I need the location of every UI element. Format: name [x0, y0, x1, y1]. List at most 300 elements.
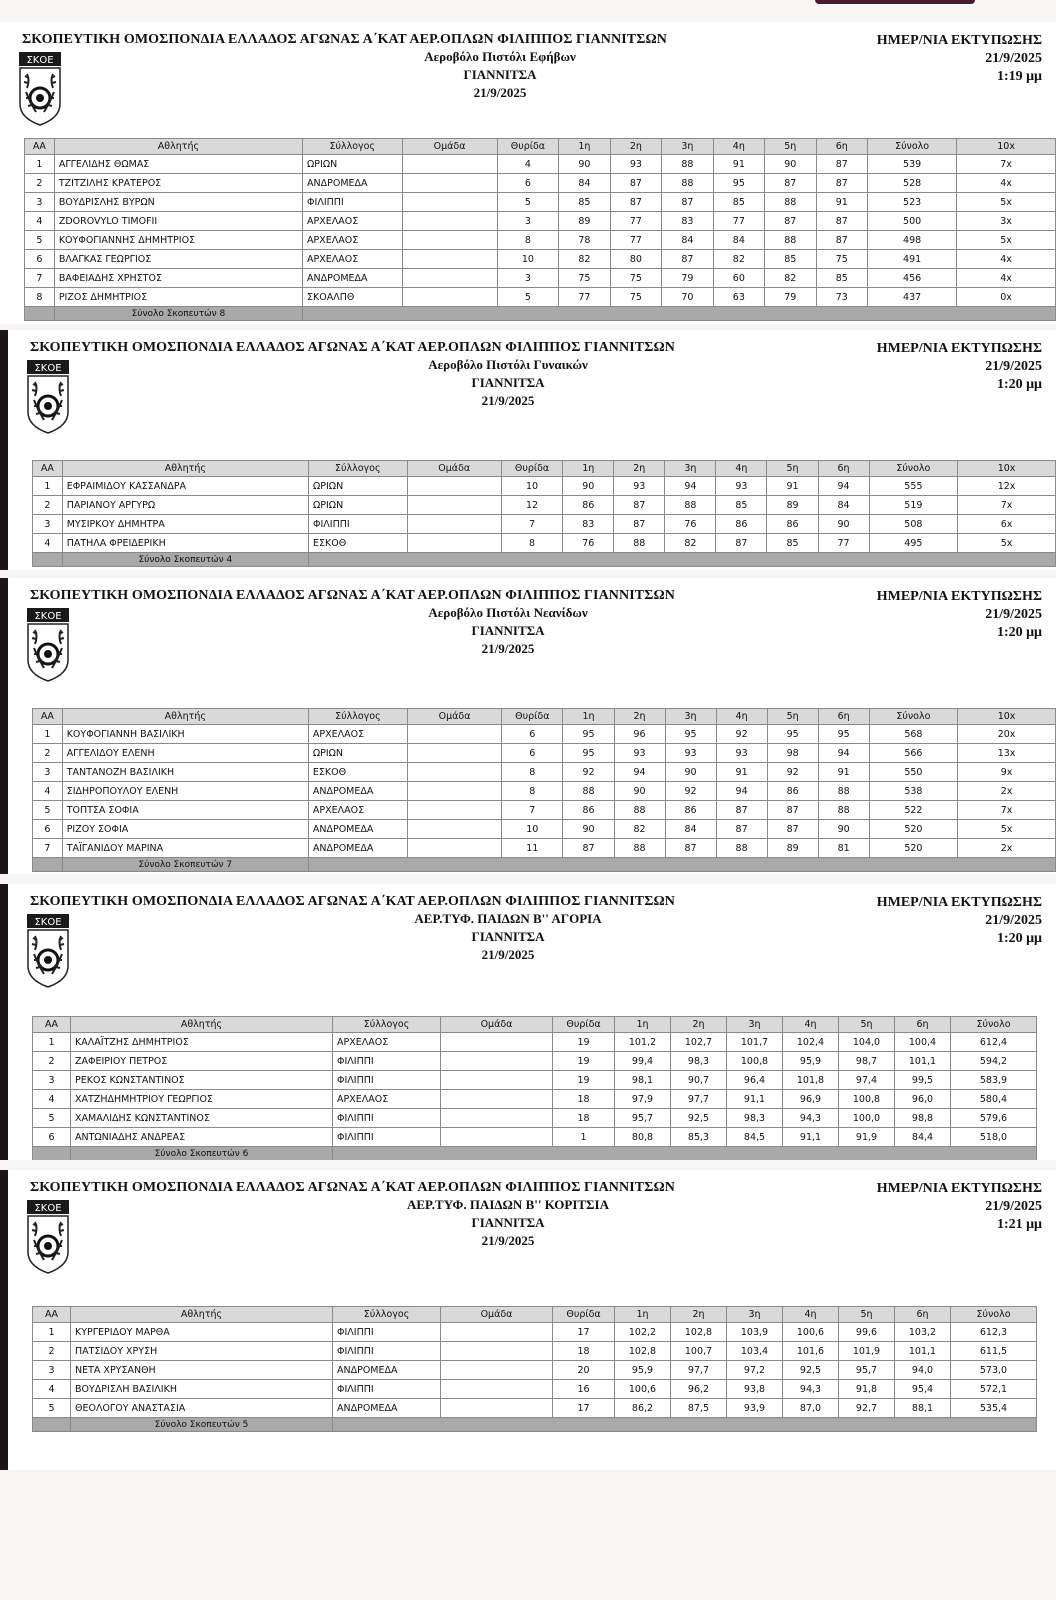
series-1-cell: 80,8: [615, 1128, 671, 1147]
event-name: Αεροβόλο Πιστόλι Εφήβων: [424, 49, 576, 64]
series-5-cell: 89: [767, 496, 818, 515]
team-cell: [441, 1323, 553, 1342]
series-5-cell: 88: [765, 231, 816, 250]
athlete-name-cell: ΜΥΣΙΡΚΟΥ ΔΗΜΗΤΡΑ: [62, 515, 308, 534]
athlete-name-cell: ΡΙΖΟΣ ΔΗΜΗΤΡΙΟΣ: [54, 288, 302, 307]
athlete-name-cell: ΒΟΥΔΡΙΣΛΗΣ ΒΥΡΩΝ: [54, 193, 302, 212]
lane-cell: 8: [497, 231, 559, 250]
column-header: 4η: [713, 139, 764, 155]
series-2-cell: 75: [610, 288, 661, 307]
inner-tens-cell: 5x: [958, 534, 1056, 553]
series-5-cell: 98,7: [839, 1052, 895, 1071]
table-row: [33, 1109, 1037, 1128]
club-cell: ΩΡΙΩΝ: [309, 477, 408, 496]
column-header: 6η: [895, 1307, 951, 1323]
series-4-cell: 82: [713, 250, 764, 269]
column-header: 2η: [671, 1307, 727, 1323]
club-cell: ΑΡΧΕΛΑΟΣ: [303, 212, 402, 231]
athlete-name-cell: ΑΓΓΕΛΙΔΟΥ ΕΛΕΝΗ: [62, 744, 308, 763]
rank-cell: 2: [33, 496, 63, 515]
rank-cell: 4: [33, 534, 63, 553]
team-cell: [441, 1128, 553, 1147]
column-header: Θυρίδα: [502, 709, 563, 725]
series-5-cell: 86: [767, 782, 818, 801]
column-header: Σύνολο: [869, 709, 957, 725]
print-info: [877, 894, 1042, 948]
series-1-cell: 86,2: [615, 1399, 671, 1418]
column-header: Αθλητής: [62, 709, 308, 725]
event-date: 21/9/2025: [481, 1233, 535, 1248]
lane-cell: 8: [501, 534, 562, 553]
svg-text:ΣΚΟΕ: ΣΚΟΕ: [34, 917, 62, 928]
series-4-cell: 84: [713, 231, 764, 250]
column-header: 1η: [615, 1017, 671, 1033]
series-2-cell: 88: [614, 801, 665, 820]
footer-fill: [303, 307, 1056, 321]
total-cell: 539: [868, 155, 957, 174]
series-4-cell: 96,9: [783, 1090, 839, 1109]
total-cell: 611,5: [951, 1342, 1037, 1361]
series-3-cell: 96,4: [727, 1071, 783, 1090]
result-sheet: [0, 884, 1056, 1160]
table-row: [33, 1090, 1037, 1109]
event-name: Αεροβόλο Πιστόλι Νεανίδων: [428, 605, 588, 620]
total-cell: 520: [869, 820, 957, 839]
column-header: 2η: [610, 139, 661, 155]
series-2-cell: 90,7: [671, 1071, 727, 1090]
print-info: [877, 588, 1042, 642]
series-4-cell: 100,6: [783, 1323, 839, 1342]
series-6-cell: 88: [818, 782, 869, 801]
total-cell: 498: [868, 231, 957, 250]
column-header: 10x: [958, 461, 1056, 477]
club-cell: ΦΙΛΙΠΠΙ: [333, 1128, 441, 1147]
series-4-cell: 85: [716, 496, 767, 515]
column-header: 3η: [665, 461, 716, 477]
team-cell: [402, 212, 497, 231]
print-date: 21/9/2025: [985, 359, 1042, 374]
lane-cell: 17: [553, 1399, 615, 1418]
inner-tens-cell: 3x: [957, 212, 1056, 231]
shooters-total-label: Σύνολο Σκοπευτών 6: [71, 1147, 333, 1161]
table-row: [33, 763, 1056, 782]
athlete-name-cell: ΑΝΤΩΝΙΑΔΗΣ ΑΝΔΡΕΑΣ: [71, 1128, 333, 1147]
athlete-name-cell: ΒΑΦΕΙΑΔΗΣ ΧΡΗΣΤΟΣ: [54, 269, 302, 288]
print-label: ΗΜΕΡ/ΝΙΑ ΕΚΤΥΠΩΣΗΣ: [876, 341, 1042, 356]
series-1-cell: 97,9: [615, 1090, 671, 1109]
rank-cell: 3: [25, 193, 55, 212]
club-cell: ΑΝΔΡΟΜΕΔΑ: [333, 1399, 441, 1418]
inner-tens-cell: 13x: [958, 744, 1056, 763]
column-header: 5η: [839, 1017, 895, 1033]
series-3-cell: 87: [662, 250, 713, 269]
series-4-cell: 95: [713, 174, 764, 193]
lane-cell: 19: [553, 1071, 615, 1090]
club-cell: ΑΡΧΕΛΑΟΣ: [303, 250, 402, 269]
series-3-cell: 84: [665, 820, 716, 839]
series-5-cell: 97,4: [839, 1071, 895, 1090]
series-2-cell: 87: [610, 174, 661, 193]
series-1-cell: 89: [559, 212, 610, 231]
total-cell: 594,2: [951, 1052, 1037, 1071]
total-cell: 612,4: [951, 1033, 1037, 1052]
series-5-cell: 85: [765, 250, 816, 269]
inner-tens-cell: 20x: [958, 725, 1056, 744]
series-1-cell: 98,1: [615, 1071, 671, 1090]
series-6-cell: 94,0: [895, 1361, 951, 1380]
club-cell: ΕΣΚΟΘ: [309, 534, 408, 553]
team-cell: [407, 782, 501, 801]
column-header: Θυρίδα: [553, 1017, 615, 1033]
series-6-cell: 77: [818, 534, 869, 553]
team-cell: [441, 1342, 553, 1361]
series-4-cell: 87: [716, 801, 767, 820]
series-3-cell: 82: [665, 534, 716, 553]
series-4-cell: 91,1: [783, 1128, 839, 1147]
shooters-total-row: [33, 1147, 1037, 1161]
series-6-cell: 85: [816, 269, 867, 288]
total-cell: 456: [868, 269, 957, 288]
series-3-cell: 88: [665, 496, 716, 515]
column-header: 1η: [563, 709, 614, 725]
series-6-cell: 90: [818, 820, 869, 839]
series-6-cell: 96,0: [895, 1090, 951, 1109]
inner-tens-cell: 2x: [958, 782, 1056, 801]
team-cell: [441, 1090, 553, 1109]
column-header: Σύνολο: [951, 1017, 1037, 1033]
footer-spacer: [33, 553, 63, 567]
club-cell: ΩΡΙΩΝ: [308, 744, 407, 763]
lane-cell: 6: [502, 725, 563, 744]
inner-tens-cell: 4x: [957, 269, 1056, 288]
club-cell: ΑΝΔΡΟΜΕΔΑ: [303, 269, 402, 288]
athlete-name-cell: ZDOROVYLO TIMOFII: [54, 212, 302, 231]
lane-cell: 6: [497, 174, 559, 193]
column-header: 6η: [818, 461, 869, 477]
lane-cell: 5: [497, 288, 559, 307]
series-3-cell: 93,9: [727, 1399, 783, 1418]
table-row: [25, 288, 1056, 307]
column-header: 5η: [839, 1307, 895, 1323]
athlete-name-cell: ΠΑΤΗΛΑ ΦΡΕΙΔΕΡΙΚΗ: [62, 534, 308, 553]
series-1-cell: 78: [559, 231, 610, 250]
series-1-cell: 92: [563, 763, 614, 782]
column-header: ΑΑ: [33, 461, 63, 477]
results-table: [32, 460, 1056, 567]
series-6-cell: 94: [818, 744, 869, 763]
series-6-cell: 91: [818, 763, 869, 782]
series-4-cell: 87,0: [783, 1399, 839, 1418]
inner-tens-cell: 9x: [958, 763, 1056, 782]
footer-fill: [308, 858, 1055, 872]
series-3-cell: 100,8: [727, 1052, 783, 1071]
results-table: [32, 1016, 1037, 1160]
inner-tens-cell: 5x: [958, 820, 1056, 839]
series-4-cell: 102,4: [783, 1033, 839, 1052]
series-5-cell: 87: [765, 174, 816, 193]
series-2-cell: 82: [614, 820, 665, 839]
footer-spacer: [33, 1147, 71, 1161]
club-cell: ΦΙΛΙΠΠΙ: [333, 1380, 441, 1399]
total-cell: 528: [868, 174, 957, 193]
athlete-name-cell: ΣΙΔΗΡΟΠΟΥΛΟΥ ΕΛΕΝΗ: [62, 782, 308, 801]
series-1-cell: 101,2: [615, 1033, 671, 1052]
lane-cell: 20: [553, 1361, 615, 1380]
print-date: 21/9/2025: [985, 913, 1042, 928]
athlete-name-cell: ΧΑΜΑΛΙΔΗΣ ΚΩΝΣΤΑΝΤΙΝΟΣ: [71, 1109, 333, 1128]
team-cell: [441, 1033, 553, 1052]
column-header: Σύλλογος: [333, 1017, 441, 1033]
series-5-cell: 90: [765, 155, 816, 174]
column-header: Αθλητής: [71, 1307, 333, 1323]
club-cell: ΩΡΙΩΝ: [303, 155, 402, 174]
lane-cell: 4: [497, 155, 559, 174]
athlete-name-cell: ΠΑΡΙΑΝΟΥ ΑΡΓΥΡΩ: [62, 496, 308, 515]
column-header: Θυρίδα: [497, 139, 559, 155]
series-4-cell: 88: [716, 839, 767, 858]
lane-cell: 10: [497, 250, 559, 269]
total-cell: 580,4: [951, 1090, 1037, 1109]
total-cell: 495: [869, 534, 958, 553]
series-2-cell: 96: [614, 725, 665, 744]
table-row: [33, 839, 1056, 858]
series-6-cell: 94: [818, 477, 869, 496]
series-6-cell: 101,1: [895, 1052, 951, 1071]
club-cell: ΑΝΔΡΟΜΕΔΑ: [308, 839, 407, 858]
athlete-name-cell: ΕΦΡΑΙΜΙΔΟΥ ΚΑΣΣΑΝΔΡΑ: [62, 477, 308, 496]
rank-cell: 6: [33, 1128, 71, 1147]
table-row: [33, 820, 1056, 839]
series-6-cell: 75: [816, 250, 867, 269]
series-5-cell: 89: [767, 839, 818, 858]
table-row: [33, 1361, 1037, 1380]
table-row: [25, 193, 1056, 212]
column-header: 6η: [895, 1017, 951, 1033]
total-cell: 573,0: [951, 1361, 1037, 1380]
rank-cell: 3: [33, 763, 63, 782]
venue-city: ΓΙΑΝΝΙΤΣΑ: [463, 67, 537, 82]
series-6-cell: 103,2: [895, 1323, 951, 1342]
series-3-cell: 84: [662, 231, 713, 250]
inner-tens-cell: 0x: [957, 288, 1056, 307]
team-cell: [407, 534, 501, 553]
series-2-cell: 88: [614, 534, 665, 553]
lane-cell: 10: [502, 820, 563, 839]
footer-spacer: [33, 1418, 71, 1432]
rank-cell: 7: [25, 269, 55, 288]
table-row: [33, 744, 1056, 763]
series-4-cell: 91: [713, 155, 764, 174]
column-header: 1η: [563, 461, 614, 477]
series-2-cell: 87: [614, 515, 665, 534]
column-header: 3η: [727, 1017, 783, 1033]
series-5-cell: 91,9: [839, 1128, 895, 1147]
column-header: Αθλητής: [62, 461, 308, 477]
series-2-cell: 93: [610, 155, 661, 174]
series-2-cell: 102,7: [671, 1033, 727, 1052]
team-cell: [441, 1071, 553, 1090]
rank-cell: 1: [25, 155, 55, 174]
lane-cell: 12: [501, 496, 562, 515]
athlete-name-cell: ΤΑΝΤΑΝΟΖΗ ΒΑΣΙΛΙΚΗ: [62, 763, 308, 782]
lane-cell: 3: [497, 212, 559, 231]
event-name: ΑΕΡ.ΤΥΦ. ΠΑΙΔΩΝ Β'' ΑΓΟΡΙΑ: [414, 911, 602, 926]
series-1-cell: 85: [559, 193, 610, 212]
series-4-cell: 94: [716, 782, 767, 801]
rank-cell: 7: [33, 839, 63, 858]
team-cell: [407, 801, 501, 820]
lane-cell: 3: [497, 269, 559, 288]
column-header: Ομάδα: [402, 139, 497, 155]
column-header: Σύνολο: [951, 1307, 1037, 1323]
club-cell: ΑΡΧΕΛΑΟΣ: [303, 231, 402, 250]
column-header: Ομάδα: [441, 1017, 553, 1033]
lane-cell: 19: [553, 1033, 615, 1052]
venue-city: ΓΙΑΝΝΙΤΣΑ: [471, 929, 545, 944]
column-header: Ομάδα: [407, 461, 501, 477]
series-3-cell: 76: [665, 515, 716, 534]
table-row: [25, 231, 1056, 250]
athlete-name-cell: ΠΑΤΣΙΔΟΥ ΧΡΥΣΗ: [71, 1342, 333, 1361]
lane-cell: 8: [502, 782, 563, 801]
series-3-cell: 91,1: [727, 1090, 783, 1109]
inner-tens-cell: 4x: [957, 250, 1056, 269]
column-header: Σύλλογος: [333, 1307, 441, 1323]
team-cell: [402, 269, 497, 288]
athlete-name-cell: ΚΟΥΦΟΓΙΑΝΝΗ ΒΑΣΙΛΙΚΗ: [62, 725, 308, 744]
series-5-cell: 100,0: [839, 1109, 895, 1128]
series-1-cell: 75: [559, 269, 610, 288]
lane-cell: 18: [553, 1109, 615, 1128]
column-header: 5η: [767, 709, 818, 725]
total-cell: 519: [869, 496, 958, 515]
paper-edge-mark: [815, 0, 975, 4]
series-5-cell: 98: [767, 744, 818, 763]
club-cell: ΦΙΛΙΠΠΙ: [333, 1109, 441, 1128]
athlete-name-cell: ΤΟΠΤΣΑ ΣΟΦΙΑ: [62, 801, 308, 820]
federation-title: ΣΚΟΠΕΥΤΙΚΗ ΟΜΟΣΠΟΝΔΙΑ ΕΛΛΑΔΟΣ ΑΓΩΝΑΣ Α΄ΚΑΤ ΑΕΡ.ΟΠΛΩΝ ΦΙΛΙΠΠΟΣ ΓΙΑΝΝΙΤΣΩΝ: [30, 588, 675, 603]
total-cell: 550: [869, 763, 957, 782]
column-header: Θυρίδα: [501, 461, 562, 477]
total-cell: 508: [869, 515, 958, 534]
print-date: 21/9/2025: [985, 607, 1042, 622]
series-6-cell: 91: [816, 193, 867, 212]
club-cell: ΑΝΔΡΟΜΕΔΑ: [303, 174, 402, 193]
series-5-cell: 101,9: [839, 1342, 895, 1361]
column-header: Σύλλογος: [303, 139, 402, 155]
series-4-cell: 60: [713, 269, 764, 288]
inner-tens-cell: 5x: [957, 193, 1056, 212]
column-header: 5η: [765, 139, 816, 155]
lane-cell: 8: [502, 763, 563, 782]
series-3-cell: 93,8: [727, 1380, 783, 1399]
print-label: ΗΜΕΡ/ΝΙΑ ΕΚΤΥΠΩΣΗΣ: [876, 589, 1042, 604]
team-cell: [407, 496, 501, 515]
event-date: 21/9/2025: [473, 85, 527, 100]
footer-fill: [333, 1147, 1037, 1161]
series-4-cell: 91: [716, 763, 767, 782]
series-4-cell: 94,3: [783, 1380, 839, 1399]
table-row: [33, 782, 1056, 801]
series-5-cell: 87: [765, 212, 816, 231]
column-header: Σύλλογος: [308, 709, 407, 725]
series-2-cell: 93: [614, 477, 665, 496]
club-cell: ΦΙΛΙΠΠΙ: [333, 1342, 441, 1361]
print-label: ΗΜΕΡ/ΝΙΑ ΕΚΤΥΠΩΣΗΣ: [876, 895, 1042, 910]
series-2-cell: 102,8: [671, 1323, 727, 1342]
series-5-cell: 82: [765, 269, 816, 288]
team-cell: [441, 1380, 553, 1399]
series-4-cell: 87: [716, 534, 767, 553]
footer-fill: [333, 1418, 1037, 1432]
series-2-cell: 94: [614, 763, 665, 782]
svg-text:ΣΚΟΕ: ΣΚΟΕ: [34, 611, 62, 622]
lane-cell: 6: [502, 744, 563, 763]
result-sheet: [0, 22, 1056, 324]
series-2-cell: 87,5: [671, 1399, 727, 1418]
series-4-cell: 93: [716, 744, 767, 763]
total-cell: 555: [869, 477, 958, 496]
lane-cell: 19: [553, 1052, 615, 1071]
event-name: ΑΕΡ.ΤΥΦ. ΠΑΙΔΩΝ Β'' ΚΟΡΙΤΣΙΑ: [406, 1197, 610, 1212]
series-5-cell: 87: [767, 820, 818, 839]
series-5-cell: 85: [767, 534, 818, 553]
rank-cell: 4: [33, 1380, 71, 1399]
inner-tens-cell: 2x: [958, 839, 1056, 858]
total-cell: 579,6: [951, 1109, 1037, 1128]
series-5-cell: 91: [767, 477, 818, 496]
series-4-cell: 87: [716, 820, 767, 839]
inner-tens-cell: 4x: [957, 174, 1056, 193]
lane-cell: 7: [502, 801, 563, 820]
svg-text:ΣΚΟΕ: ΣΚΟΕ: [26, 55, 54, 66]
series-6-cell: 84: [818, 496, 869, 515]
series-1-cell: 95: [563, 744, 614, 763]
series-4-cell: 95,9: [783, 1052, 839, 1071]
column-header: 3η: [665, 709, 716, 725]
print-label: ΗΜΕΡ/ΝΙΑ ΕΚΤΥΠΩΣΗΣ: [876, 1181, 1042, 1196]
column-header: 2η: [671, 1017, 727, 1033]
athlete-name-cell: ΚΥΡΓΕΡΙΔΟΥ ΜΑΡΘΑ: [71, 1323, 333, 1342]
series-6-cell: 81: [818, 839, 869, 858]
series-2-cell: 75: [610, 269, 661, 288]
shooters-total-label: Σύνολο Σκοπευτών 5: [71, 1418, 333, 1432]
series-3-cell: 93: [665, 744, 716, 763]
series-5-cell: 91,8: [839, 1380, 895, 1399]
total-cell: 566: [869, 744, 957, 763]
club-cell: ΑΡΧΕΛΑΟΣ: [308, 725, 407, 744]
result-sheet: [0, 330, 1056, 570]
club-cell: ΣΚΟΑΛΠΘ: [303, 288, 402, 307]
team-cell: [441, 1361, 553, 1380]
column-header: 10x: [958, 709, 1056, 725]
rank-cell: 3: [33, 1071, 71, 1090]
series-6-cell: 87: [816, 231, 867, 250]
series-3-cell: 88: [662, 174, 713, 193]
table-row: [33, 1033, 1037, 1052]
event-date: 21/9/2025: [481, 641, 535, 656]
series-2-cell: 100,7: [671, 1342, 727, 1361]
table-row: [33, 515, 1056, 534]
team-cell: [441, 1399, 553, 1418]
rank-cell: 2: [33, 744, 63, 763]
series-6-cell: 88,1: [895, 1399, 951, 1418]
club-cell: ΕΣΚΟΘ: [308, 763, 407, 782]
event-name: Αεροβόλο Πιστόλι Γυναικών: [428, 357, 588, 372]
series-2-cell: 98,3: [671, 1052, 727, 1071]
footer-spacer: [25, 307, 55, 321]
footer-fill: [309, 553, 1056, 567]
